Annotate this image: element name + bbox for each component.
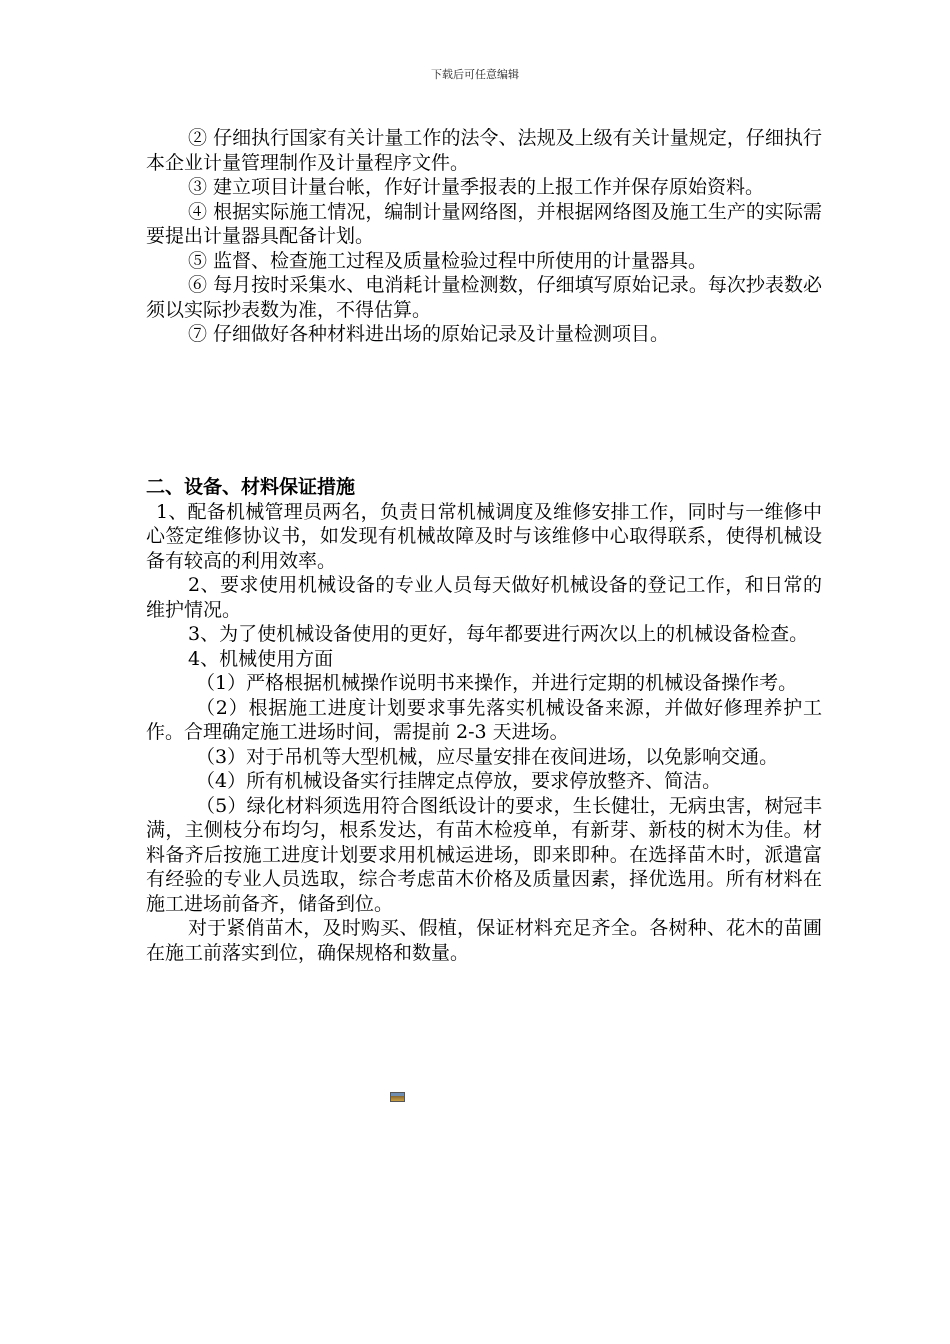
measure-paragraph-1: 1、配备机械管理员两名，负责日常机械调度及维修安排工作，同时与一维修中心签定维修协议书，如发现有机械故障及时与该维修中心取得联系，使得机械设备有较高的利用效率。 (146, 500, 822, 572)
metering-duties-list (146, 126, 822, 347)
duty-paragraph-7: ⑦ 仔细做好各种材料进出场的原始记录及计量检测项目。 (188, 323, 670, 345)
machine-use-item-1: （1）严格根据机械操作说明书来操作，并进行定期的机械设备操作考。 (196, 672, 798, 694)
measure-paragraph-3: 3、为了使机械设备使用的更好，每年都要进行两次以上的机械设备检查。 (188, 623, 809, 645)
measure-paragraph-2: 2、要求使用机械设备的专业人员每天做好机械设备的登记工作，和日常的维护情况。 (146, 574, 822, 621)
duty-paragraph-2: ② 仔细执行国家有关计量工作的法令、法规及上级有关计量规定，仔细执行本企业计量管理制作及计量程序文件。 (146, 127, 822, 174)
duty-paragraph-3: ③ 建立项目计量台帐，作好计量季报表的上报工作并保存原始资料。 (188, 176, 765, 198)
equipment-material-section (146, 475, 822, 965)
small-image-icon (390, 1092, 405, 1102)
duty-paragraph-4: ④ 根据实际施工情况，编制计量网络图，并根据网络图及施工生产的实际需要提出计量器具配备计划。 (146, 200, 822, 247)
machine-use-item-2: （2）根据施工进度计划要求事先落实机械设备来源，并做好修理养护工作。合理确定施工进场时间，需提前 2-3 天进场。 (146, 696, 822, 743)
page-header: 下载后可任意编辑 (431, 68, 519, 81)
duty-paragraph-6: ⑥ 每月按时采集水、电消耗计量检测数，仔细填写原始记录。每次抄表数必须以实际抄表数为准，不得估算。 (146, 274, 822, 321)
section-heading: 二、设备、材料保证措施 (146, 476, 356, 498)
seedling-paragraph: 对于紧俏苗木，及时购买、假植，保证材料充足齐全。各树种、花木的苗圃在施工前落实到位，确保规格和数量。 (146, 917, 822, 964)
machine-use-item-3: （3）对于吊机等大型机械，应尽量安排在夜间进场，以免影响交通。 (196, 745, 779, 768)
machine-use-item-5: （5）绿化材料须选用符合图纸设计的要求，生长健壮，无病虫害，树冠丰满，主侧枝分布均匀，根系发达，有苗木检疫单，有新芽、新枝的树木为佳。材料备齐后按施工进度计划要求用机械运进场，即来即种。在选择苗木时，派遣富有经验的专业人员选取，综合考虑苗木价格及质量因素，择优选用。所有材料在施工进场前备齐，储备到位。 (146, 794, 822, 915)
machine-use-item-4: （4）所有机械设备实行挂牌定点停放，要求停放整齐、简洁。 (196, 770, 722, 792)
measure-paragraph-4: 4、机械使用方面 (188, 647, 334, 670)
duty-paragraph-5: ⑤ 监督、检查施工过程及质量检验过程中所使用的计量器具。 (188, 249, 708, 272)
